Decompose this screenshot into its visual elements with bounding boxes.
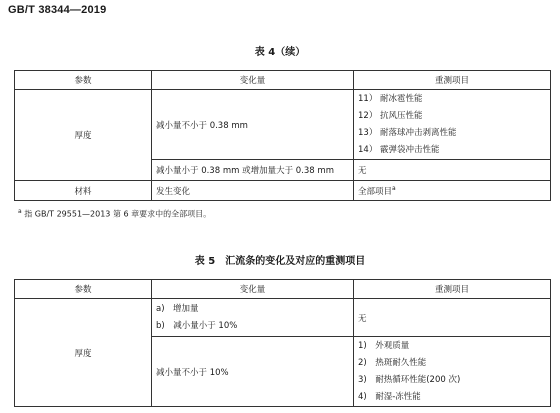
table-row [15,299,551,337]
table5-header-change: 变化量 [152,280,354,299]
table4 [14,70,551,201]
footnote-mark: a [18,208,22,215]
change-cell: 减小量小于 0.38 mm 或增加量大于 0.38 mm [152,160,354,181]
change-cell: 减小量不小于 0.38 mm [152,90,354,160]
list-item: 12） 抗风压性能 [358,110,423,121]
list-item: b) 减小量小于 10% [156,320,238,331]
table-row [15,181,551,201]
retest-items-cell: 无 [354,299,551,337]
list-item: 3) 耐热循环性能(200 次) [358,374,461,385]
footnote-ref: a [392,184,396,192]
table5 [14,279,551,407]
change-cell: 发生变化 [152,181,354,201]
retest-items-cell [354,90,551,160]
list-item: 2) 热斑耐久性能 [358,357,427,368]
table-row [15,90,551,160]
table5-header-param: 参数 [15,280,152,299]
list-item: 13） 耐落球冲击剥离性能 [358,127,457,138]
retest-items-text: 全部项目 [358,186,393,197]
param-cell: 厚度 [15,299,152,407]
list-item: 11） 耐冰雹性能 [358,93,423,104]
list-item: a) 增加量 [156,303,199,314]
table5-header-row [15,280,551,299]
change-cell [152,299,354,337]
list-item: 14） 霰弹袋冲击性能 [358,144,440,155]
table4-header-retest: 重测项目 [354,71,551,90]
change-cell: 减小量不小于 10% [152,337,354,407]
retest-items-cell [354,181,551,201]
table4-caption: 表 4（续） [254,47,306,58]
standard-code: GB/T 38344—2019 [8,4,107,16]
table4-footnote [18,208,211,220]
list-item: 4) 耐湿-冻性能 [358,391,421,402]
list-item: 1) 外观质量 [358,340,410,351]
param-cell: 厚度 [15,90,152,181]
footnote-text: 指 GB/T 29551—2013 第 6 章要求中的全部项目。 [24,209,212,219]
retest-items-cell [354,337,551,407]
table4-header-param: 参数 [15,71,152,90]
table4-header-row [15,71,551,90]
param-cell: 材料 [15,181,152,201]
table5-header-retest: 重测项目 [354,280,551,299]
table5-caption: 表 5 汇流条的变化及对应的重测项目 [194,256,366,267]
retest-items-cell: 无 [354,160,551,181]
table4-header-change: 变化量 [152,71,354,90]
